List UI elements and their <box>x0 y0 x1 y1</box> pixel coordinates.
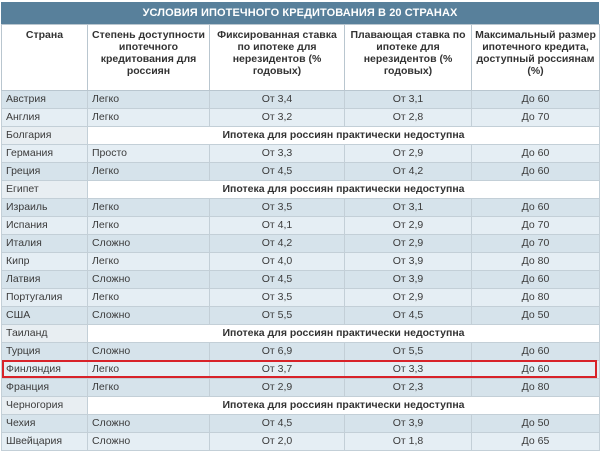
country-cell: Чехия <box>2 415 88 433</box>
country-cell: Швейцария <box>2 433 88 451</box>
access-cell: Сложно <box>88 307 210 325</box>
table-row <box>2 271 600 289</box>
country-cell: Египет <box>2 181 88 199</box>
header-row <box>2 25 600 91</box>
floating-rate-cell: От 3,9 <box>345 271 472 289</box>
access-cell: Легко <box>88 91 210 109</box>
country-cell: Греция <box>2 163 88 181</box>
access-cell: Сложно <box>88 433 210 451</box>
fixed-rate-cell: От 3,7 <box>210 361 345 379</box>
country-cell: Турция <box>2 343 88 361</box>
table-row <box>2 145 600 163</box>
floating-rate-cell: От 2,9 <box>345 235 472 253</box>
access-cell: Легко <box>88 379 210 397</box>
access-cell: Сложно <box>88 235 210 253</box>
header-access: Степень доступности ипотечного кредитования для россиян <box>88 25 210 91</box>
table-row <box>2 343 600 361</box>
table-body <box>2 91 600 451</box>
table-title: УСЛОВИЯ ИПОТЕЧНОГО КРЕДИТОВАНИЯ В 20 СТРАНАХ <box>1 2 599 24</box>
country-cell: Испания <box>2 217 88 235</box>
access-cell: Просто <box>88 145 210 163</box>
country-cell: Латвия <box>2 271 88 289</box>
max-loan-cell: До 60 <box>472 145 600 163</box>
max-loan-cell: До 60 <box>472 361 600 379</box>
unavailable-note: Ипотека для россиян практически недоступна <box>88 397 600 415</box>
table-row-unavailable <box>2 397 600 415</box>
floating-rate-cell: От 2,8 <box>345 109 472 127</box>
country-cell: Болгария <box>2 127 88 145</box>
country-cell: Германия <box>2 145 88 163</box>
max-loan-cell: До 70 <box>472 235 600 253</box>
access-cell: Легко <box>88 109 210 127</box>
floating-rate-cell: От 2,9 <box>345 145 472 163</box>
max-loan-cell: До 60 <box>472 163 600 181</box>
table-row <box>2 379 600 397</box>
mortgage-table-widget <box>1 2 599 451</box>
floating-rate-cell: От 3,3 <box>345 361 472 379</box>
table-row <box>2 109 600 127</box>
table-row <box>2 307 600 325</box>
access-cell: Легко <box>88 253 210 271</box>
table-row-unavailable <box>2 127 600 145</box>
max-loan-cell: До 70 <box>472 217 600 235</box>
floating-rate-cell: От 2,3 <box>345 379 472 397</box>
unavailable-note: Ипотека для россиян практически недоступна <box>88 181 600 199</box>
floating-rate-cell: От 3,9 <box>345 415 472 433</box>
access-cell: Легко <box>88 217 210 235</box>
table-row <box>2 199 600 217</box>
fixed-rate-cell: От 4,5 <box>210 271 345 289</box>
floating-rate-cell: От 2,9 <box>345 289 472 307</box>
country-cell: Черногория <box>2 397 88 415</box>
fixed-rate-cell: От 6,9 <box>210 343 345 361</box>
country-cell: Израиль <box>2 199 88 217</box>
table-row <box>2 235 600 253</box>
floating-rate-cell: От 2,9 <box>345 217 472 235</box>
header-country: Страна <box>2 25 88 91</box>
max-loan-cell: До 80 <box>472 253 600 271</box>
unavailable-note: Ипотека для россиян практически недоступна <box>88 325 600 343</box>
header-floating-rate: Плавающая ставка по ипотеке для нерезидентов (% годовых) <box>345 25 472 91</box>
max-loan-cell: До 80 <box>472 379 600 397</box>
country-cell: Англия <box>2 109 88 127</box>
country-cell: Таиланд <box>2 325 88 343</box>
table-row <box>2 361 600 379</box>
fixed-rate-cell: От 3,5 <box>210 199 345 217</box>
fixed-rate-cell: От 4,5 <box>210 415 345 433</box>
floating-rate-cell: От 3,1 <box>345 91 472 109</box>
table-row <box>2 289 600 307</box>
access-cell: Легко <box>88 361 210 379</box>
access-cell: Сложно <box>88 343 210 361</box>
table-row <box>2 253 600 271</box>
floating-rate-cell: От 4,2 <box>345 163 472 181</box>
country-cell: Кипр <box>2 253 88 271</box>
country-cell: Франция <box>2 379 88 397</box>
access-cell: Сложно <box>88 271 210 289</box>
floating-rate-cell: От 3,1 <box>345 199 472 217</box>
max-loan-cell: До 60 <box>472 91 600 109</box>
floating-rate-cell: От 4,5 <box>345 307 472 325</box>
max-loan-cell: До 60 <box>472 343 600 361</box>
table-row-unavailable <box>2 325 600 343</box>
max-loan-cell: До 80 <box>472 289 600 307</box>
floating-rate-cell: От 1,8 <box>345 433 472 451</box>
table-row <box>2 217 600 235</box>
access-cell: Легко <box>88 289 210 307</box>
max-loan-cell: До 60 <box>472 271 600 289</box>
fixed-rate-cell: От 4,2 <box>210 235 345 253</box>
max-loan-cell: До 65 <box>472 433 600 451</box>
table-row-unavailable <box>2 181 600 199</box>
fixed-rate-cell: От 3,3 <box>210 145 345 163</box>
max-loan-cell: До 70 <box>472 109 600 127</box>
header-fixed-rate: Фиксированная ставка по ипотеке для нерезидентов (% годовых) <box>210 25 345 91</box>
fixed-rate-cell: От 4,5 <box>210 163 345 181</box>
country-cell: Португалия <box>2 289 88 307</box>
fixed-rate-cell: От 3,2 <box>210 109 345 127</box>
max-loan-cell: До 50 <box>472 307 600 325</box>
access-cell: Легко <box>88 163 210 181</box>
country-cell: Италия <box>2 235 88 253</box>
fixed-rate-cell: От 4,0 <box>210 253 345 271</box>
header-max-loan: Максимальный размер ипотечного кредита, доступный россиянам (%) <box>472 25 600 91</box>
access-cell: Сложно <box>88 415 210 433</box>
table-row <box>2 91 600 109</box>
fixed-rate-cell: От 5,5 <box>210 307 345 325</box>
unavailable-note: Ипотека для россиян практически недоступна <box>88 127 600 145</box>
floating-rate-cell: От 3,9 <box>345 253 472 271</box>
max-loan-cell: До 50 <box>472 415 600 433</box>
fixed-rate-cell: От 4,1 <box>210 217 345 235</box>
table-row <box>2 433 600 451</box>
country-cell: США <box>2 307 88 325</box>
country-cell: Финляндия <box>2 361 88 379</box>
fixed-rate-cell: От 2,9 <box>210 379 345 397</box>
table-row <box>2 415 600 433</box>
country-cell: Австрия <box>2 91 88 109</box>
table-row <box>2 163 600 181</box>
fixed-rate-cell: От 2,0 <box>210 433 345 451</box>
floating-rate-cell: От 5,5 <box>345 343 472 361</box>
fixed-rate-cell: От 3,4 <box>210 91 345 109</box>
mortgage-table <box>1 24 600 451</box>
fixed-rate-cell: От 3,5 <box>210 289 345 307</box>
max-loan-cell: До 60 <box>472 199 600 217</box>
access-cell: Легко <box>88 199 210 217</box>
